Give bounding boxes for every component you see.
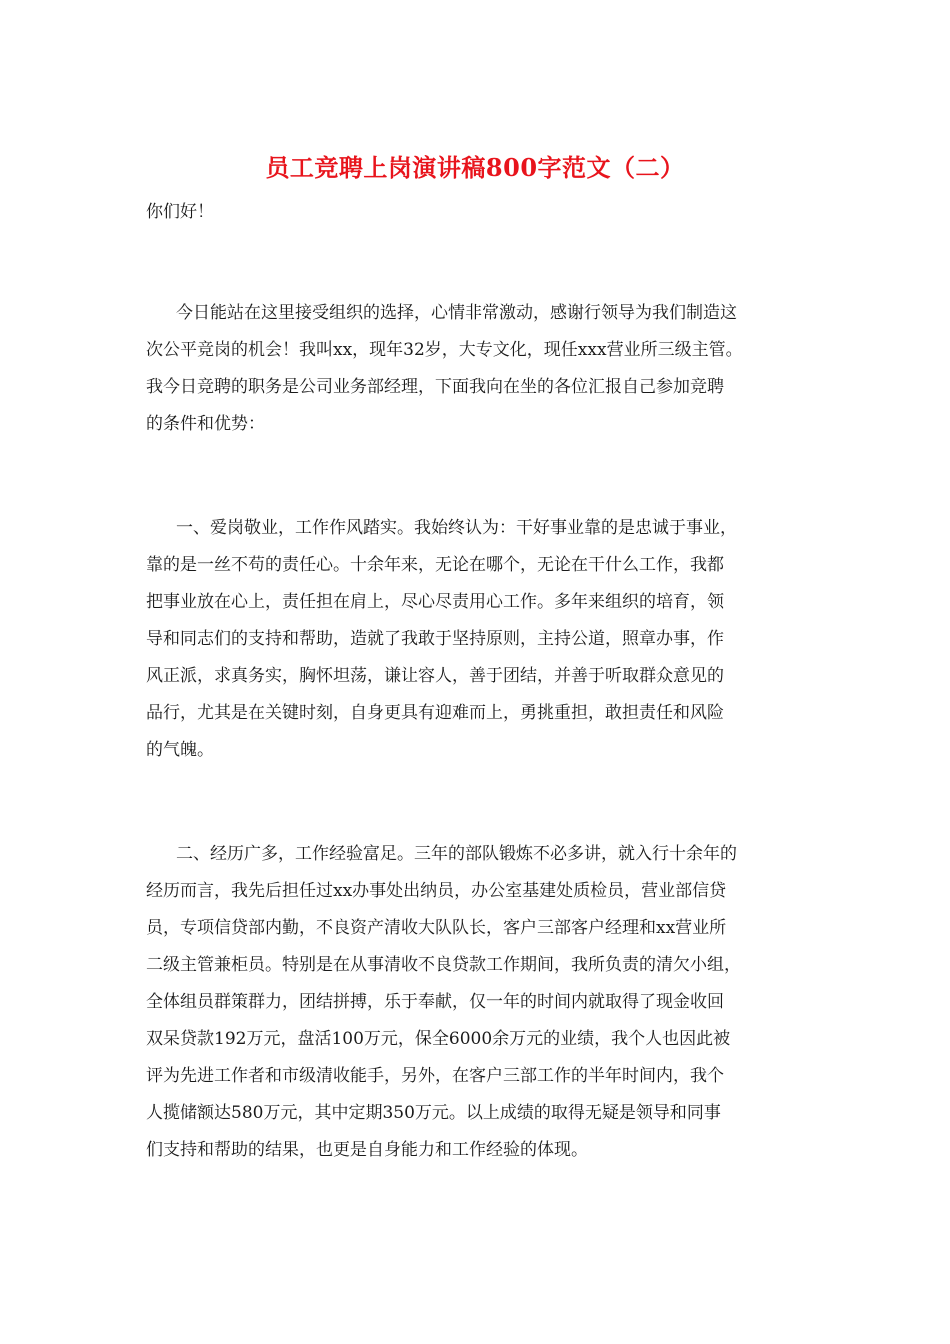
document-title: 员工竞聘上岗演讲稿800字范文（二） (265, 153, 685, 182)
greeting: 你们好！ (146, 202, 214, 222)
paragraph-line: 导和同志们的支持和帮助，造就了我敢于坚持原则，主持公道，照章办事，作 (146, 629, 724, 649)
paragraph-line: 二级主管兼柜员。特别是在从事清收不良贷款工作期间，我所负责的清欠小组， (146, 955, 741, 975)
paragraph-line: 一、爱岗敬业，工作作风踏实。我始终认为：干好事业靠的是忠诚于事业， (176, 518, 737, 538)
paragraph-line: 人揽储额达580万元，其中定期350万元。以上成绩的取得无疑是领导和同事 (146, 1103, 721, 1123)
paragraph-line: 次公平竞岗的机会！我叫xx，现年32岁，大专文化，现任xxx营业所三级主管。 (146, 340, 743, 360)
paragraph-line: 全体组员群策群力，团结拼搏，乐于奉献，仅一年的时间内就取得了现金收回 (146, 992, 724, 1012)
paragraph-line: 双呆贷款192万元，盘活100万元，保全6000余万元的业绩，我个人也因此被 (146, 1029, 731, 1049)
paragraph-line: 把事业放在心上，责任担在肩上，尽心尽责用心工作。多年来组织的培育，领 (146, 592, 724, 612)
paragraph-section-one (146, 510, 816, 769)
paragraph-line: 我今日竞聘的职务是公司业务部经理，下面我向在坐的各位汇报自己参加竞聘 (146, 377, 724, 397)
paragraph-line: 的气魄。 (146, 740, 214, 760)
paragraph-line: 品行，尤其是在关键时刻，自身更具有迎难而上，勇挑重担，敢担责任和风险 (146, 703, 724, 723)
paragraph-section-two (146, 836, 816, 1169)
paragraph-line: 风正派，求真务实，胸怀坦荡，谦让容人，善于团结，并善于听取群众意见的 (146, 666, 724, 686)
paragraph-line: 的条件和优势： (146, 414, 265, 434)
paragraph-line: 员，专项信贷部内勤，不良资产清收大队队长，客户三部客户经理和xx营业所 (146, 918, 727, 938)
paragraph-line: 评为先进工作者和市级清收能手，另外，在客户三部工作的半年时间内，我个 (146, 1066, 724, 1086)
paragraph-intro (146, 295, 816, 443)
paragraph-line: 经历而言，我先后担任过xx办事处出纳员，办公室基建处质检员，营业部信贷 (146, 881, 727, 901)
paragraph-line: 们支持和帮助的结果，也更是自身能力和工作经验的体现。 (146, 1140, 588, 1160)
paragraph-line: 二、经历广多，工作经验富足。三年的部队锻炼不必多讲，就入行十余年的 (176, 844, 737, 864)
paragraph-line: 靠的是一丝不苟的责任心。十余年来，无论在哪个，无论在干什么工作，我都 (146, 555, 724, 575)
paragraph-line: 今日能站在这里接受组织的选择，心情非常激动，感谢行领导为我们制造这 (176, 303, 737, 323)
